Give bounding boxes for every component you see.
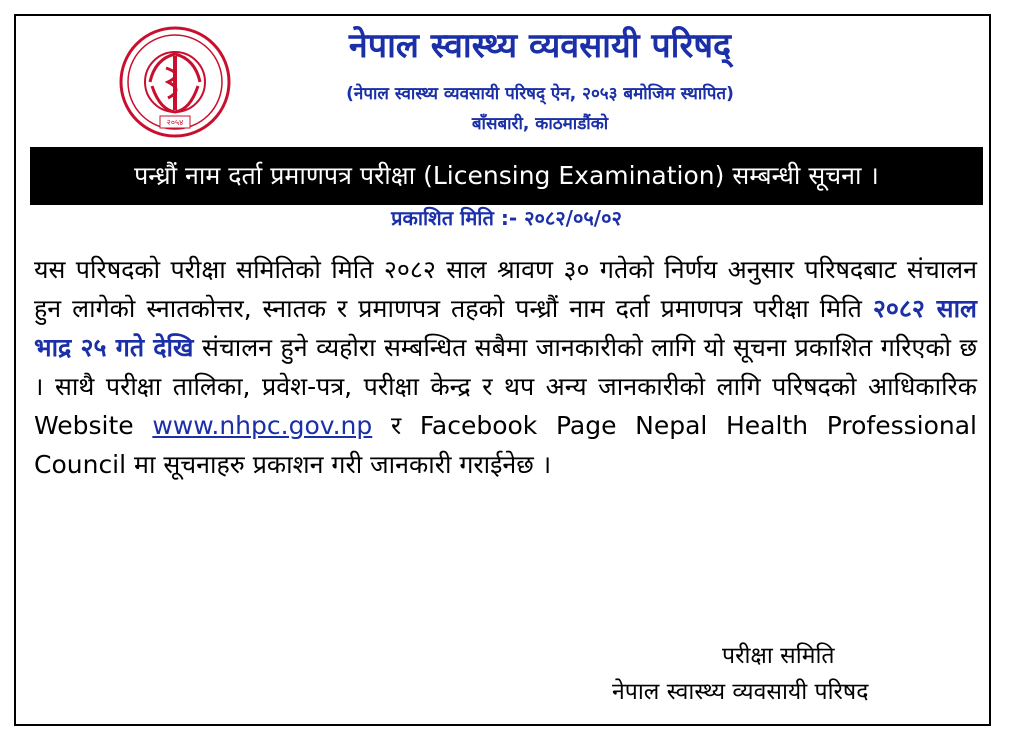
- signature-council: नेपाल स्वास्थ्य व्यवसायी परिषद: [612, 679, 869, 705]
- body-part3: र Facebook Page Nepal Health Professional Council मा सूचनाहरु प्रकाशन गरी जानकारी गराईनेछ ।: [34, 411, 978, 479]
- council-title: नेपाल स्वास्थ्य व्यवसायी परिषद्: [348, 26, 732, 66]
- published-date: प्रकाशित मिति :- २०८२/०५/०२: [391, 206, 622, 230]
- body-part1: यस परिषदको परीक्षा समितिको मिति २०८२ साल श्रावण ३० गतेको निर्णय अनुसार परिषदबाट संचालन हुन लागेको स्नातकोत्तर, स्नातक र प्रमाणपत्र तहको पन्ध्रौं नाम दर्ता प्रमाणपत्र परीक्षा मिति: [34, 255, 977, 323]
- signature-committee: परीक्षा समिति: [722, 643, 835, 669]
- notice-heading-banner: पन्ध्रौं नाम दर्ता प्रमाणपत्र परीक्षा (Licensing Examination) सम्बन्धी सूचना ।: [30, 147, 983, 205]
- council-subtitle: (नेपाल स्वास्थ्य व्यवसायी परिषद् ऐन, २०५३ बमोजिम स्थापित): [346, 84, 734, 104]
- council-seal-icon: [110, 24, 240, 140]
- seal-year: २०५४: [166, 118, 184, 127]
- exam-start-date: २०८२ साल भाद्र २५ गते देखि: [34, 294, 977, 362]
- notice-body: [34, 250, 977, 484]
- website-link[interactable]: www.nhpc.gov.np: [152, 411, 373, 440]
- body-part2: संचालन हुने व्यहोरा सम्बन्धित सबैमा जानकारीको लागि यो सूचना प्रकाशित गरिएको छ । साथै परीक्षा तालिका, प्रवेश-पत्र, परीक्षा केन्द्र र थप अन्य जानकारीको लागि परिषदको आधिकारिक Website: [34, 333, 977, 440]
- council-address: बाँसबारी, काठमाडौंको: [471, 114, 609, 134]
